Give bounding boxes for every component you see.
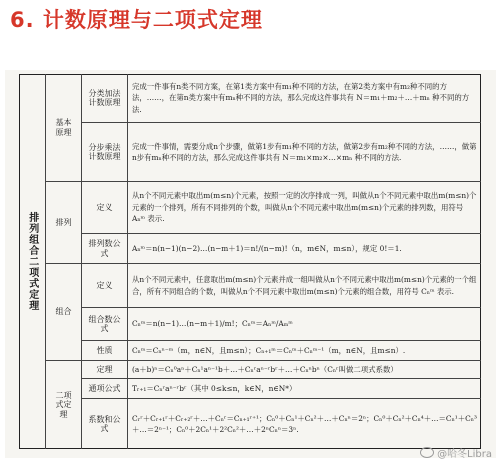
row-name-perm-definition: 定义 — [96, 202, 113, 212]
watermark — [420, 445, 492, 460]
row-name-comb-definition: 定义 — [96, 280, 113, 290]
root-label-cell — [19, 74, 45, 449]
row-name-comb-property: 性质 — [96, 345, 113, 355]
row-name-mul-principle: 分步乘法计数原理 — [88, 142, 121, 161]
group-combination — [46, 264, 81, 360]
content-coefficient-sum: Cᵣʳ＋Cᵣ₊₁ʳ＋Cᵣ₊₂ʳ＋…＋Cₙʳ＝Cₙ₊₁ʳ⁺¹；Cₙ⁰＋Cₙ¹＋Cₙ²＋…＋Cₙⁿ＝2ⁿ；Cₙ⁰＋Cₙ²＋Cₙ⁴＋…＝Cₙ¹＋Cₙ³＋…＝2ⁿ⁻¹；Cₙ⁰＋2Cₙ¹＋2²Cₙ²＋…＋2ⁿCₙⁿ＝3ⁿ. — [132, 413, 477, 434]
content-binom-theorem: (a＋b)ⁿ＝Cₙ⁰aⁿ＋Cₙ¹aⁿ⁻¹b＋…＋Cₙʳaⁿ⁻ʳbʳ＋…＋Cₙⁿbⁿ（Cₙʳ叫做二项式系数） — [132, 364, 398, 374]
watermark-text: @哈冬Libra — [437, 449, 492, 460]
group-label: 二项式定理 — [55, 391, 72, 419]
page-title: 6. 计数原理与二项式定理 — [10, 8, 263, 32]
group-label: 组合 — [55, 307, 72, 317]
root-label: 排列组合二项式定理 — [26, 212, 38, 311]
group-permutation — [46, 182, 81, 263]
group-label: 基本原理 — [55, 118, 72, 137]
weibo-icon — [420, 447, 434, 458]
row-name-binom-theorem: 定理 — [96, 364, 113, 374]
content-mul-principle: 完成一件事情，需要分成n个步骤，做第1步有m₁种不同的方法，做第2步有m₂种不同的方法，……，做第n步有mₙ种不同的方法，那么完成这件事共有 N＝m₁×m₂×…×mₙ 种不同的方法. — [132, 141, 477, 162]
content-perm-definition: 从n个不同元素中取出m(m≤n)个元素，按照一定的次序排成一列，叫做从n个不同元素中取出m(m≤n)个元素的一个排列，所有不同排列的个数，叫做从n个不同元素中取出m(m≤n)个元素的排列数，用符号 Aₙᵐ 表示. — [132, 191, 477, 224]
group-label: 排列 — [55, 217, 72, 227]
content-perm-formula: Aₙᵐ＝n(n−1)(n−2)…(n−m＋1)＝n!/(n−m)!（n，m∈N，m≤n），规定 0!＝1. — [132, 243, 402, 253]
group-binomial-theorem — [46, 361, 81, 449]
row-name-perm-formula: 排列数公式 — [88, 239, 121, 258]
row-name-add-principle: 分类加法计数原理 — [88, 88, 121, 107]
content-comb-property: Cₙᵐ＝Cₙⁿ⁻ᵐ（m，n∈N，且m≤n）；Cₙ₊₁ᵐ＝Cₙᵐ＋Cₙᵐ⁻¹（m，n∈N，且m≤n）. — [132, 345, 406, 355]
content-general-term: Tᵣ₊₁＝Cₙʳaⁿ⁻ʳbʳ（其中 0≤k≤n，k∈N，n∈N*） — [132, 383, 297, 393]
group-basic-principle — [46, 74, 81, 181]
content-comb-formula: Cₙᵐ＝n(n−1)…(n−m＋1)/m!；Cₙᵐ＝Aₙᵐ/Aₘᵐ — [132, 319, 293, 329]
content-add-principle: 完成一件事有n类不同方案，在第1类方案中有m₁种不同的方法，在第2类方案中有m₂种不同的方法，……，在第n类方案中有mₙ种不同的方法，那么完成这件事共有 N＝m₁＋m₂＋…＋mₙ 种不同的方法. — [132, 81, 470, 114]
row-name-comb-formula: 组合数公式 — [88, 314, 121, 333]
row-name-coefficient-sum: 系数和公式 — [88, 414, 121, 433]
content-comb-definition: 从n个不同元素中，任意取出m(m≤n)个元素并成一组叫做从n个不同元素中取出m(m≤n)个元素的一个组合，所有不同组合的个数，叫做从n个不同元素中取出m(m≤n)个元素的组合数，用符号 Cₙᵐ 表示. — [132, 275, 477, 296]
row-name-general-term: 通项公式 — [88, 383, 121, 393]
